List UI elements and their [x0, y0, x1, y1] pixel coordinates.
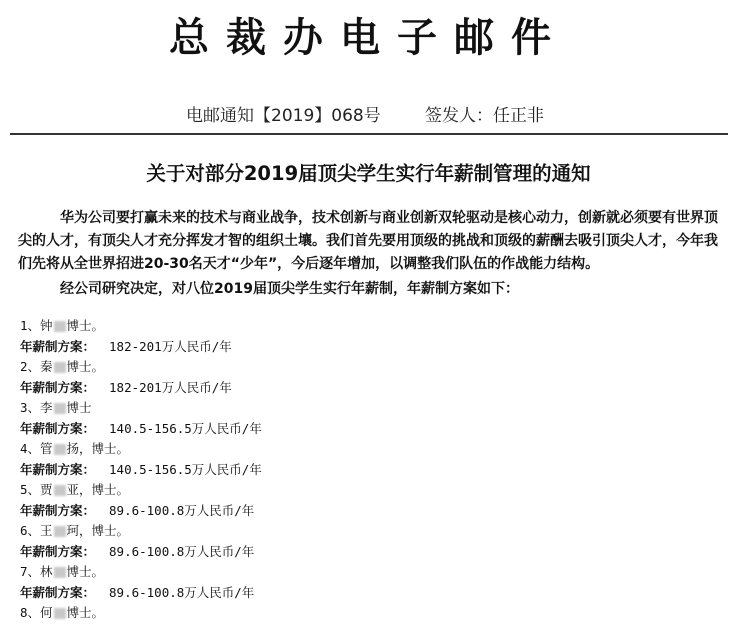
list-item	[20, 562, 720, 603]
salary-plan: 年薪制方案： 89.6-100.8万人民币/年	[20, 584, 255, 600]
list-item	[20, 439, 720, 480]
redaction-blur	[54, 526, 66, 537]
salary-list	[20, 316, 720, 624]
redaction-blur	[54, 321, 66, 332]
candidate-name: 5、贾 亚，博士。	[20, 482, 130, 497]
candidate-name: 4、管 扬，博士。	[20, 441, 130, 456]
redaction-blur	[54, 567, 66, 578]
redaction-blur	[54, 362, 66, 373]
redaction-blur	[54, 444, 66, 455]
notice-number: 电邮通知【2019】068号	[186, 106, 381, 126]
decision-paragraph: 经公司研究决定，对八位2019届顶尖学生实行年薪制，年薪制方案如下：	[60, 281, 519, 297]
salary-plan: 年薪制方案： 89.6-100.8万人民币/年	[20, 543, 255, 559]
candidate-name: 2、秦 博士。	[20, 359, 105, 374]
redaction-blur	[54, 608, 66, 619]
list-item	[20, 357, 720, 398]
candidate-name: 7、林 博士。	[20, 564, 105, 579]
candidate-name: 8、何 博士。	[20, 605, 105, 620]
list-item	[20, 603, 720, 624]
candidate-name: 1、钟 博士。	[20, 318, 105, 333]
header-divider	[10, 133, 728, 135]
candidate-name: 6、王 珂，博士。	[20, 523, 130, 538]
salary-plan: 年薪制方案： 140.5-156.5万人民币/年	[20, 461, 262, 477]
list-item	[20, 398, 720, 439]
notice-title: 关于对部分2019届顶尖学生实行年薪制管理的通知	[146, 162, 591, 185]
redaction-blur	[54, 403, 66, 414]
salary-plan: 年薪制方案： 182-201万人民币/年	[20, 379, 232, 395]
salary-plan: 年薪制方案： 182-201万人民币/年	[20, 338, 232, 354]
list-item	[20, 480, 720, 521]
salary-plan: 年薪制方案： 89.6-100.8万人民币/年	[20, 502, 255, 518]
intro-paragraph: 华为公司要打赢未来的技术与商业战争，技术创新与商业创新双轮驱动是核心动力，创新就必须要有世界顶尖的人才，有顶尖人才充分挥发才智的组织土壤。我们首先要用顶级的挑战和顶级的薪酬去吸引顶尖人才，今年我们先将从全世界招进20-30名天才“少年”，今后逐年增加，以调整我们队伍的作战能力结构。	[18, 210, 718, 272]
list-item	[20, 521, 720, 562]
list-item	[20, 316, 720, 357]
email-header-title: 总裁办电子邮件	[169, 15, 568, 61]
redaction-blur	[54, 485, 66, 496]
candidate-name: 3、李 博士	[20, 400, 92, 415]
issuer: 签发人：任正非	[425, 106, 544, 126]
salary-plan: 年薪制方案： 140.5-156.5万人民币/年	[20, 420, 262, 436]
